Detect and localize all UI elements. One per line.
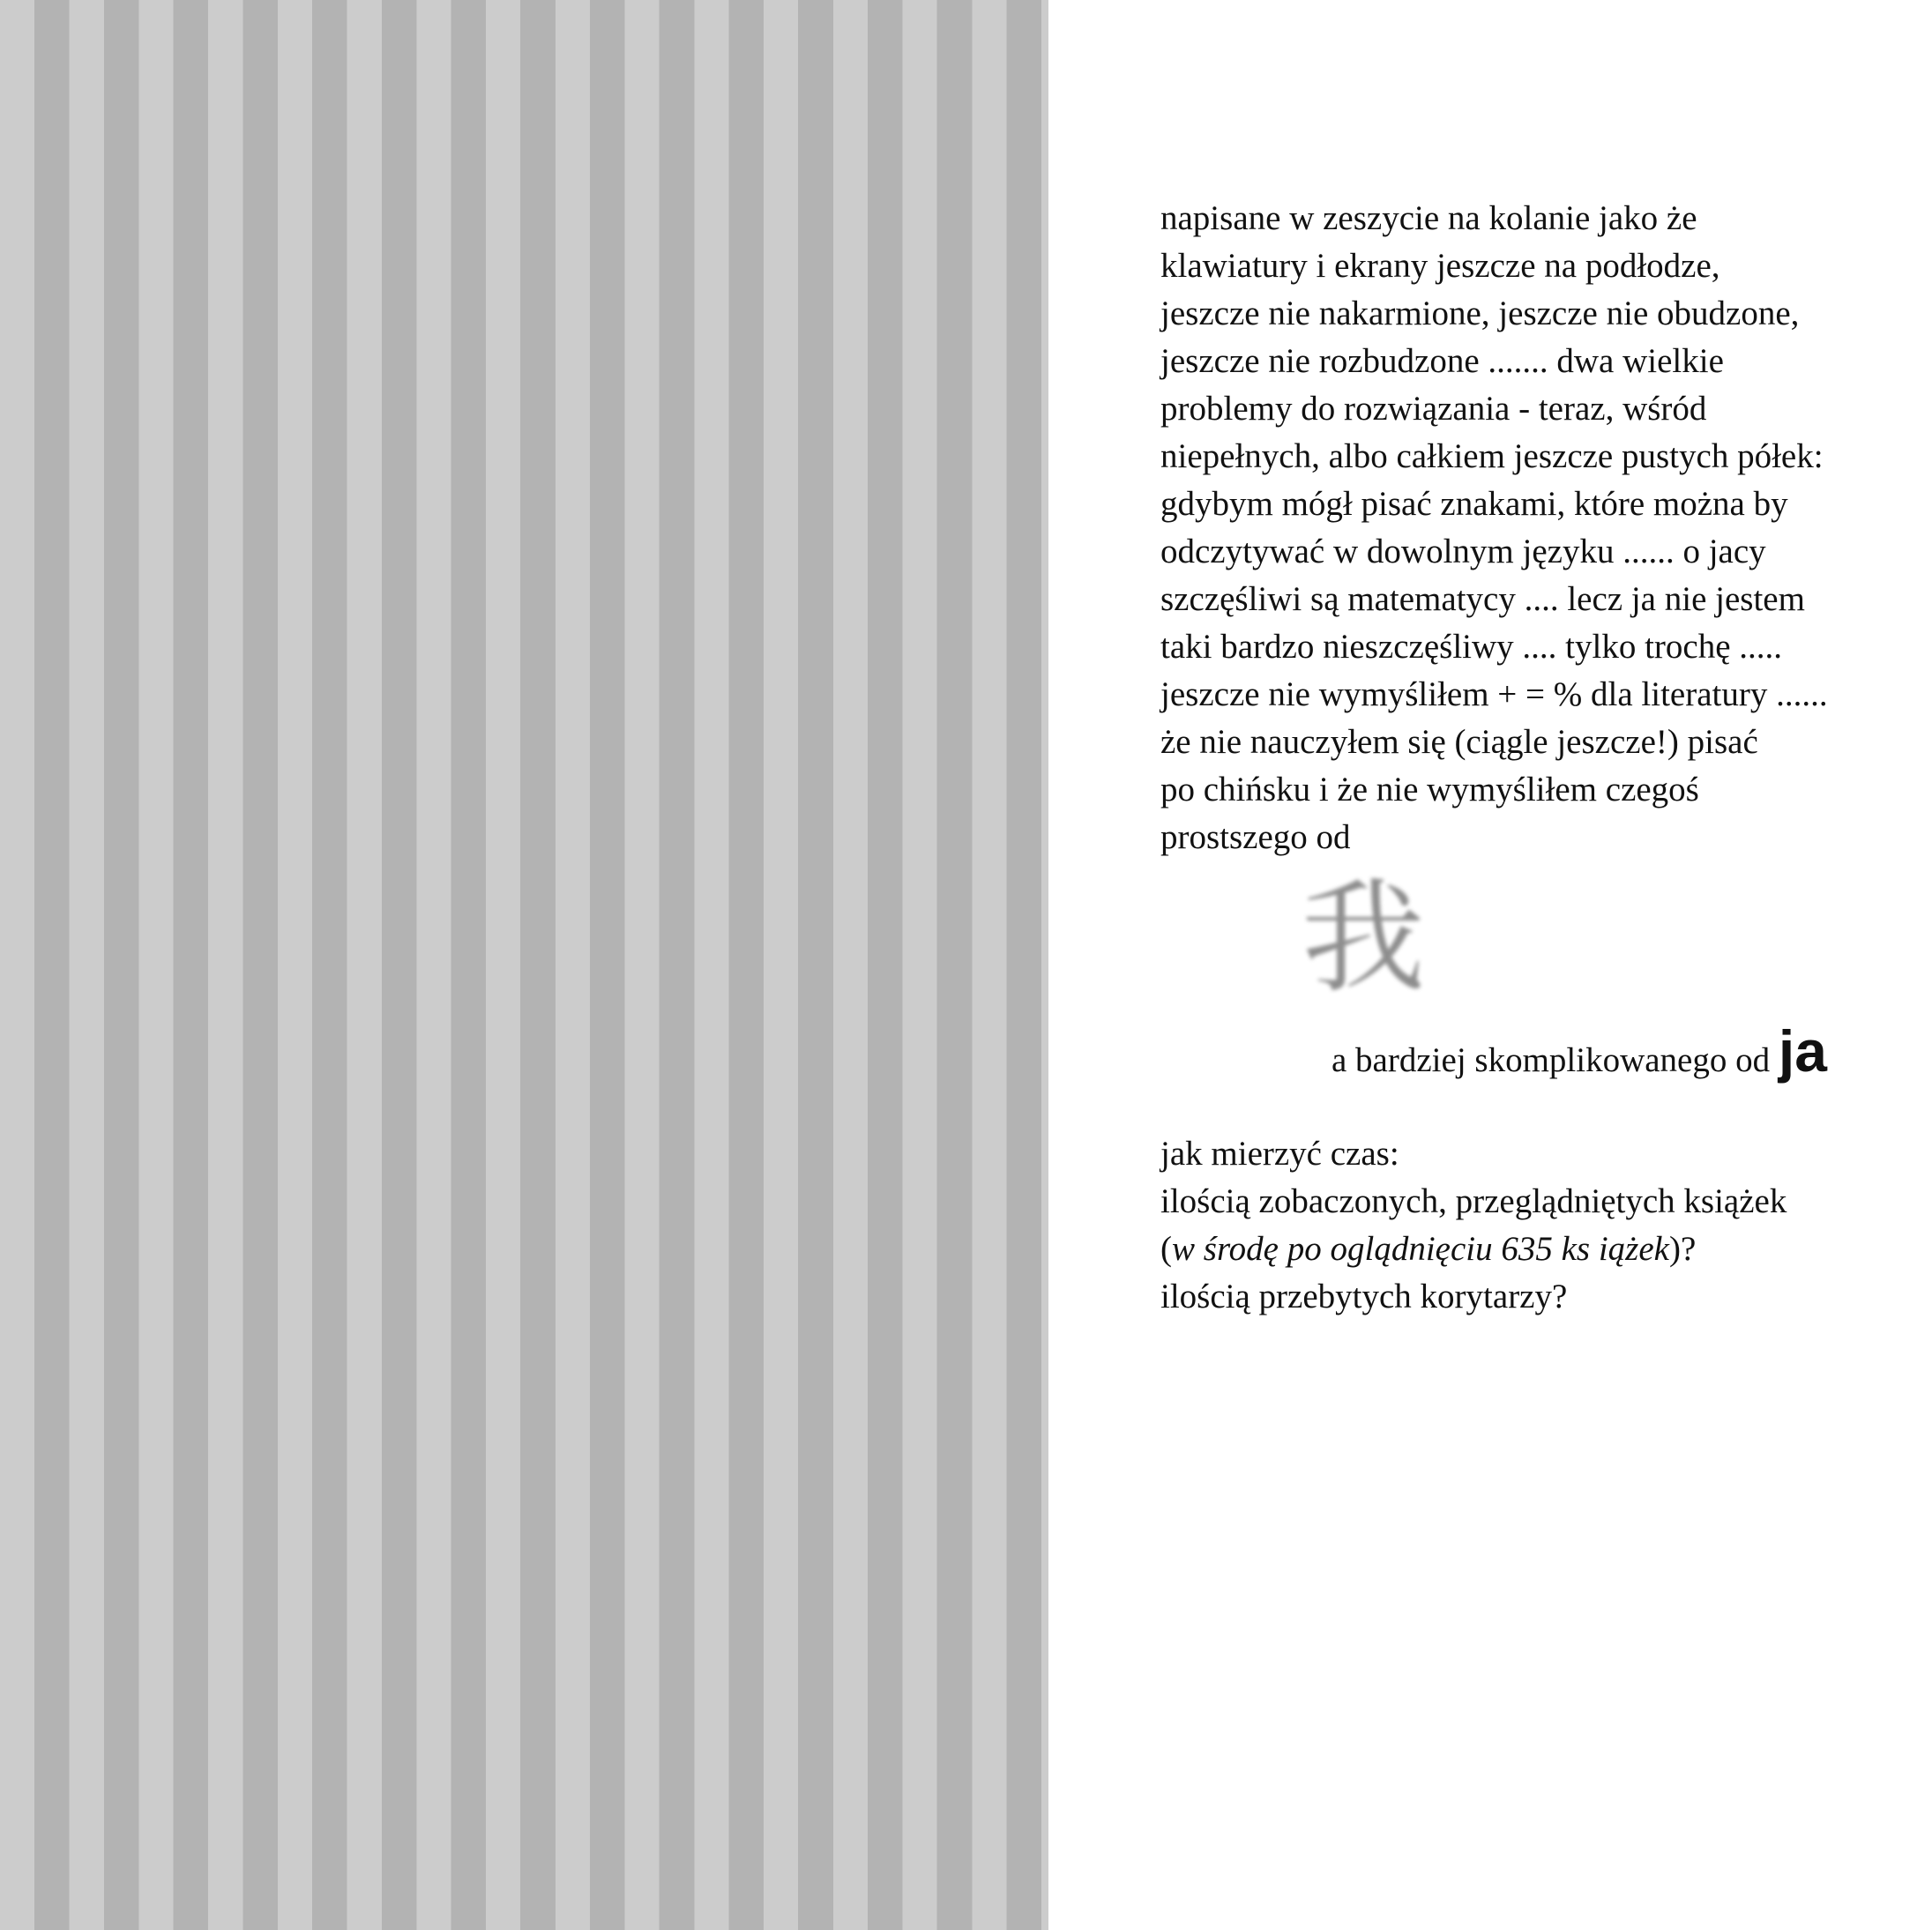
poem-line: napisane w zeszycie na kolanie jako że (1160, 199, 1697, 237)
poem-line: jeszcze nie rozbudzone ....... dwa wielkie (1160, 342, 1724, 380)
paren-close: )? (1668, 1230, 1697, 1268)
poem-line: niepełnych, albo całkiem jeszcze pustych półek: (1160, 437, 1824, 475)
ja-word: ja (1778, 1018, 1827, 1084)
poem-line: taki bardzo nieszczęśliwy .... tylko trochę ..... (1160, 628, 1783, 666)
time-line-wednesday (1160, 1226, 1910, 1273)
chinese-character-wo: 我 (1301, 867, 1425, 1010)
time-question: jak mierzyć czas: (1160, 1135, 1399, 1173)
time-italic-note: w środę po oglądnięciu 635 ks iążek (1172, 1230, 1669, 1268)
poem-line: szczęśliwi są matematycy .... lecz ja nie jestem (1160, 580, 1805, 618)
time-line-corridors: ilością przebytych korytarzy? (1160, 1278, 1568, 1315)
time-text-block (1160, 1130, 1910, 1321)
poem-line: jeszcze nie nakarmione, jeszcze nie obudzone, (1160, 294, 1800, 332)
poem-line: po chińsku i że nie wymyśliłem czegoś (1160, 771, 1699, 809)
poem-text-block (1160, 195, 1910, 861)
poem-line: że nie nauczyłem się (ciągle jeszcze!) pisać (1160, 723, 1758, 761)
poem-line: problemy do rozwiązania - teraz, wśród (1160, 390, 1707, 428)
poem-line: klawiatury i ekrany jeszcze na podłodze, (1160, 247, 1720, 285)
ja-line (1332, 1020, 1827, 1092)
time-line-books: ilością zobaczonych, przeglądniętych książek (1160, 1182, 1787, 1220)
poem-line: odczytywać w dowolnym języku ...... o jacy (1160, 533, 1766, 570)
ja-line-text: a bardziej skomplikowanego od (1332, 1041, 1779, 1079)
poem-line: prostszego od (1160, 818, 1351, 856)
paren-open: ( (1160, 1230, 1172, 1268)
poem-line: jeszcze nie wymyśliłem + = % dla literatury ...... (1160, 675, 1828, 713)
poem-line: gdybym mógł pisać znakami, które można by (1160, 485, 1788, 523)
